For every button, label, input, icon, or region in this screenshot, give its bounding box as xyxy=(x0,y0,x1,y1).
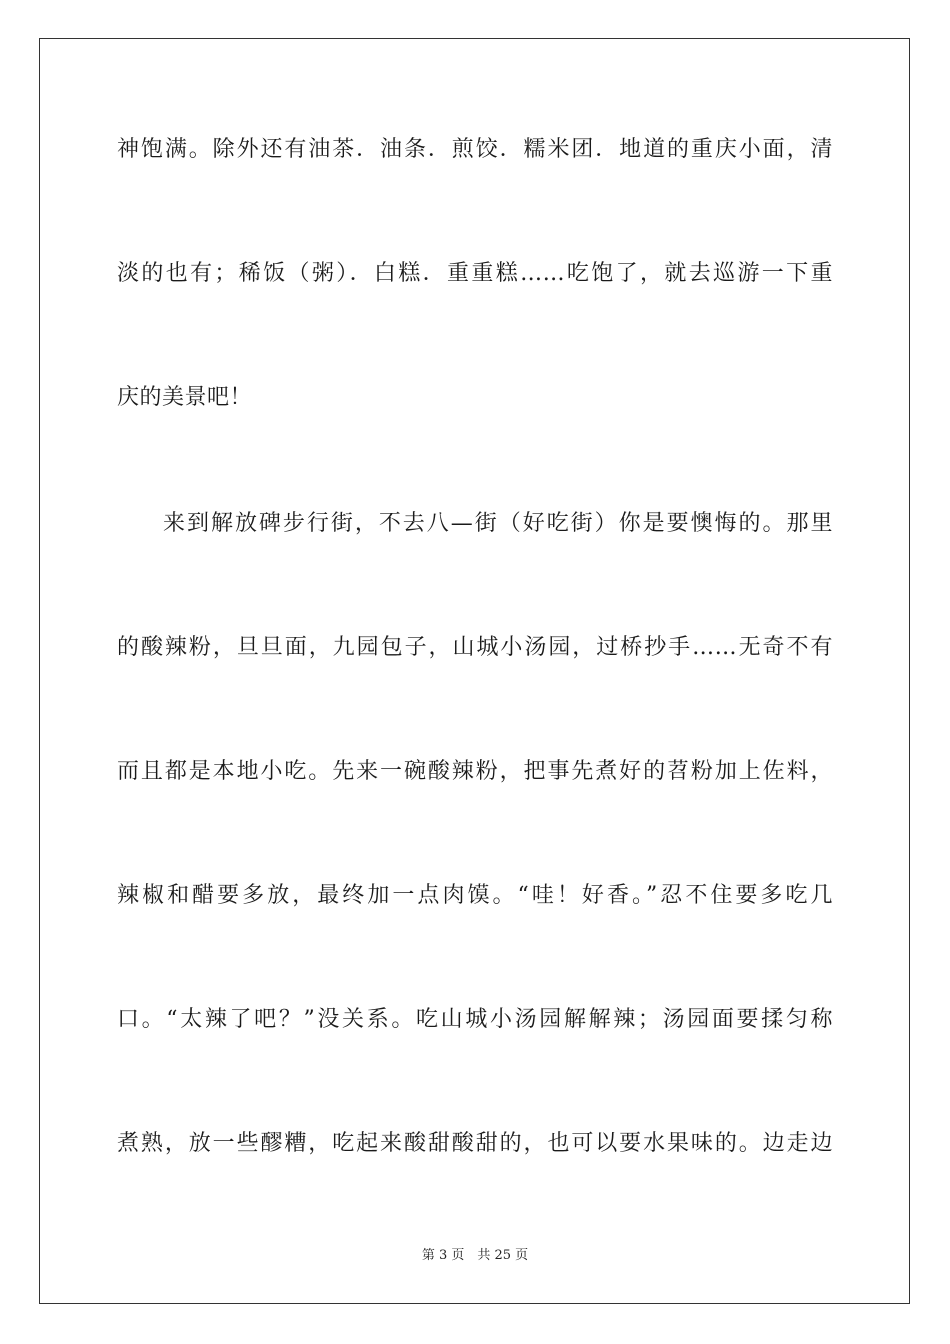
page-border xyxy=(39,38,910,1304)
paragraph-line: 口。“太辣了吧？”没关系。吃山城小汤园解解辣；汤园面要揉匀称 xyxy=(117,1007,833,1032)
paragraph-line: 庆的美景吧！ xyxy=(117,385,253,410)
paragraph-line: 而且都是本地小吃。先来一碗酸辣粉，把事先煮好的苕粉加上佐料， xyxy=(117,759,833,784)
paragraph-line: 的酸辣粉，旦旦面，九园包子，山城小汤园，过桥抄手……无奇不有 xyxy=(117,635,833,660)
paragraph-line: 辣椒和醋要多放，最终加一点肉馍。“哇！好香。”忍不住要多吃几 xyxy=(117,883,833,908)
paragraph-line: 来到解放碑步行街，不去八—街（好吃街）你是要懊悔的。那里 xyxy=(163,511,833,536)
paragraph-line: 神饱满。除外还有油茶．油条．煎饺．糯米团．地道的重庆小面，清 xyxy=(117,137,833,162)
page-number: 第 3 页 共 25 页 xyxy=(421,1248,529,1263)
paragraph-line: 煮熟，放一些醪糟，吃起来酸甜酸甜的，也可以要水果味的。边走边 xyxy=(117,1131,833,1156)
paragraph-line: 淡的也有；稀饭（粥）．白糕．重重糕……吃饱了，就去巡游一下重 xyxy=(117,261,833,286)
